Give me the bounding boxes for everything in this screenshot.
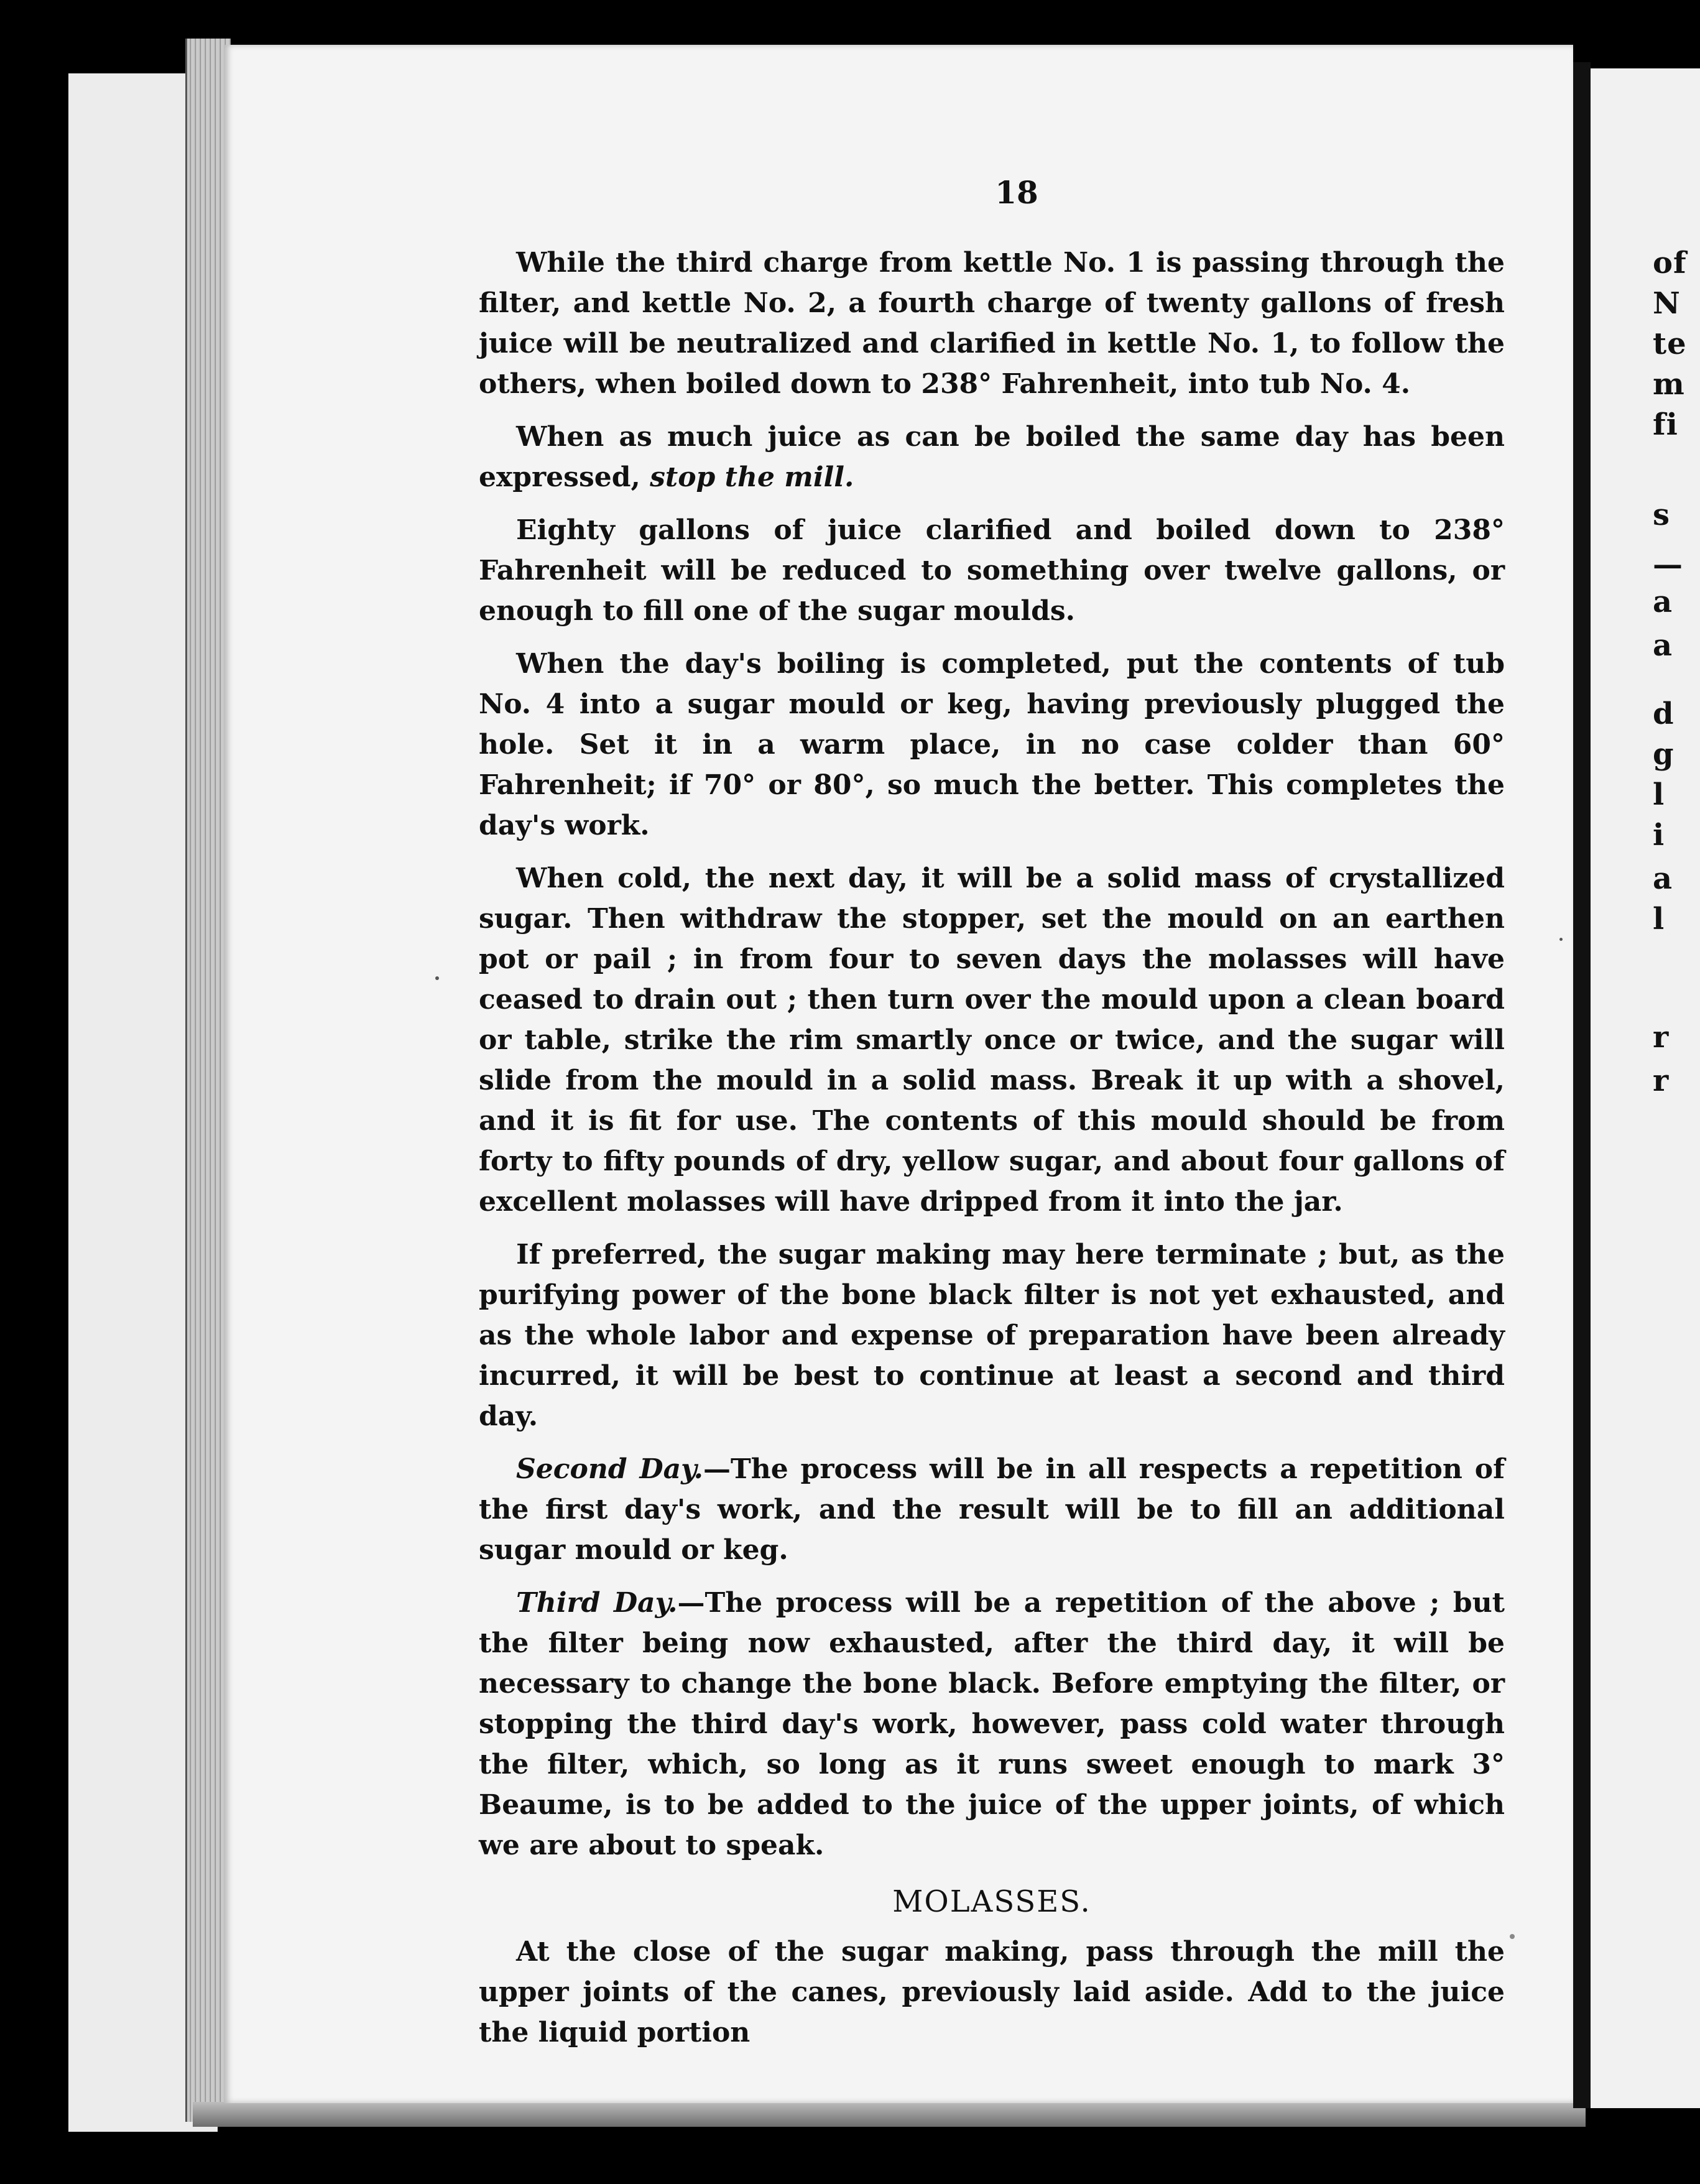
page-text-block (479, 174, 1505, 2065)
page-number: 18 (995, 174, 1038, 211)
facing-page-fragment: r (1653, 1020, 1670, 1055)
facing-page-fragment: te (1653, 326, 1687, 361)
facing-page-fragment: l (1653, 902, 1665, 937)
italic-text-run: stop the mill. (650, 461, 854, 493)
facing-page-fragment: i (1653, 818, 1665, 853)
paragraph (479, 1583, 1505, 1866)
italic-text-run: Third Day. (516, 1587, 678, 1619)
facing-page-fragment: l (1653, 777, 1665, 812)
text-run: At the close of the sugar making, pass through the mill the upper joints of the canes, previously laid aside. Add to the juice the liquid portion (479, 1936, 1505, 2048)
paragraph (479, 1932, 1505, 2053)
text-run: When cold, the next day, it will be a solid mass of crystallized sugar. Then withdraw the stopper, set the mould on an earthen pot or pail ; in from four to seven days the molasses will have ceased to drain out ; then turn over the mould upon a clean board or table, strike the rim smartly once or twice, and the sugar will slide from the mould in a solid mass. Break it up with a shovel, and it is fit for use. The contents of this mould should be from forty to fifty pounds of dry, yellow sugar, and about four gallons of excellent molasses will have dripped from it into the jar. (479, 863, 1505, 1218)
paragraph (479, 510, 1505, 631)
paragraph (479, 243, 1505, 404)
facing-page-fragment: m (1653, 367, 1685, 402)
text-run: When the day's boiling is completed, put the contents of tub No. 4 into a sugar mould or keg, having previously plugged the hole. Set it in a warm place, in no case colder than 60° Fahrenheit; if 70° or 80°, so much the better. This completes the day's work. (479, 648, 1505, 841)
facing-page-fragment: fi (1653, 407, 1678, 442)
paragraph (479, 1234, 1505, 1437)
section-heading: MOLASSES. (892, 1884, 1091, 1919)
facing-page-fragment: g (1653, 737, 1675, 772)
paragraph (479, 644, 1505, 846)
paragraph-list (479, 243, 1505, 1866)
text-run: If preferred, the sugar making may here terminate ; but, as the purifying power of the bone black filter is not yet exhausted, and as the whole labor and expense of preparation have been already incurred, it will be best to continue at least a second and third day. (479, 1239, 1505, 1432)
scan-speck (435, 976, 439, 980)
paragraph (479, 1449, 1505, 1570)
text-run: While the third charge from kettle No. 1 is passing through the filter, and kettle No. 2, a fourth charge of twenty gallons of fresh juice will be neutralized and clarified in kettle No. 1, to follow the others, when boiled down to 238° Fahrenheit, into tub No. 4. (479, 247, 1505, 400)
text-run: —The process will be in all respects a repetition of the first day's work, and the result will be to fill an additional sugar mould or keg. (479, 1453, 1505, 1566)
paragraph (479, 417, 1505, 497)
facing-page-fragment: a (1653, 585, 1673, 619)
italic-text-run: Second Day. (516, 1453, 703, 1485)
scan-speck (1559, 938, 1563, 941)
book-gutter (1573, 62, 1591, 2108)
facing-page-fragment: — (1653, 547, 1683, 582)
scan-speck (1510, 1934, 1515, 1939)
facing-page-fragment: a (1653, 628, 1673, 663)
page-bottom-shadow (193, 2102, 1586, 2127)
facing-page-fragment: r (1653, 1063, 1670, 1098)
text-run: Eighty gallons of juice clarified and boiled down to 238° Fahrenheit will be reduced to something over twelve gallons, or enough to fill one of the sugar moulds. (479, 514, 1505, 627)
text-run: —The process will be a repetition of the above ; but the filter being now exhausted, after the third day, it will be necessary to change the bone black. Before emptying the filter, or stopping the third day's work, however, pass cold water through the filter, which, so long as it runs sweet enough to mark 3° Beaume, is to be added to the juice of the upper joints, of which we are about to speak. (479, 1587, 1505, 1861)
facing-page-fragment: N (1653, 286, 1681, 321)
paragraph (479, 858, 1505, 1222)
text-run: When as much juice as can be boiled the same day has been expressed, (479, 421, 1505, 493)
facing-page-fragment: of (1653, 246, 1687, 280)
facing-page-fragment: s (1653, 497, 1671, 532)
facing-page-fragment: d (1653, 696, 1675, 731)
facing-page-fragment: a (1653, 861, 1673, 896)
paragraph-list-after-heading (479, 1932, 1505, 2053)
facing-page-edge (1591, 68, 1700, 2108)
